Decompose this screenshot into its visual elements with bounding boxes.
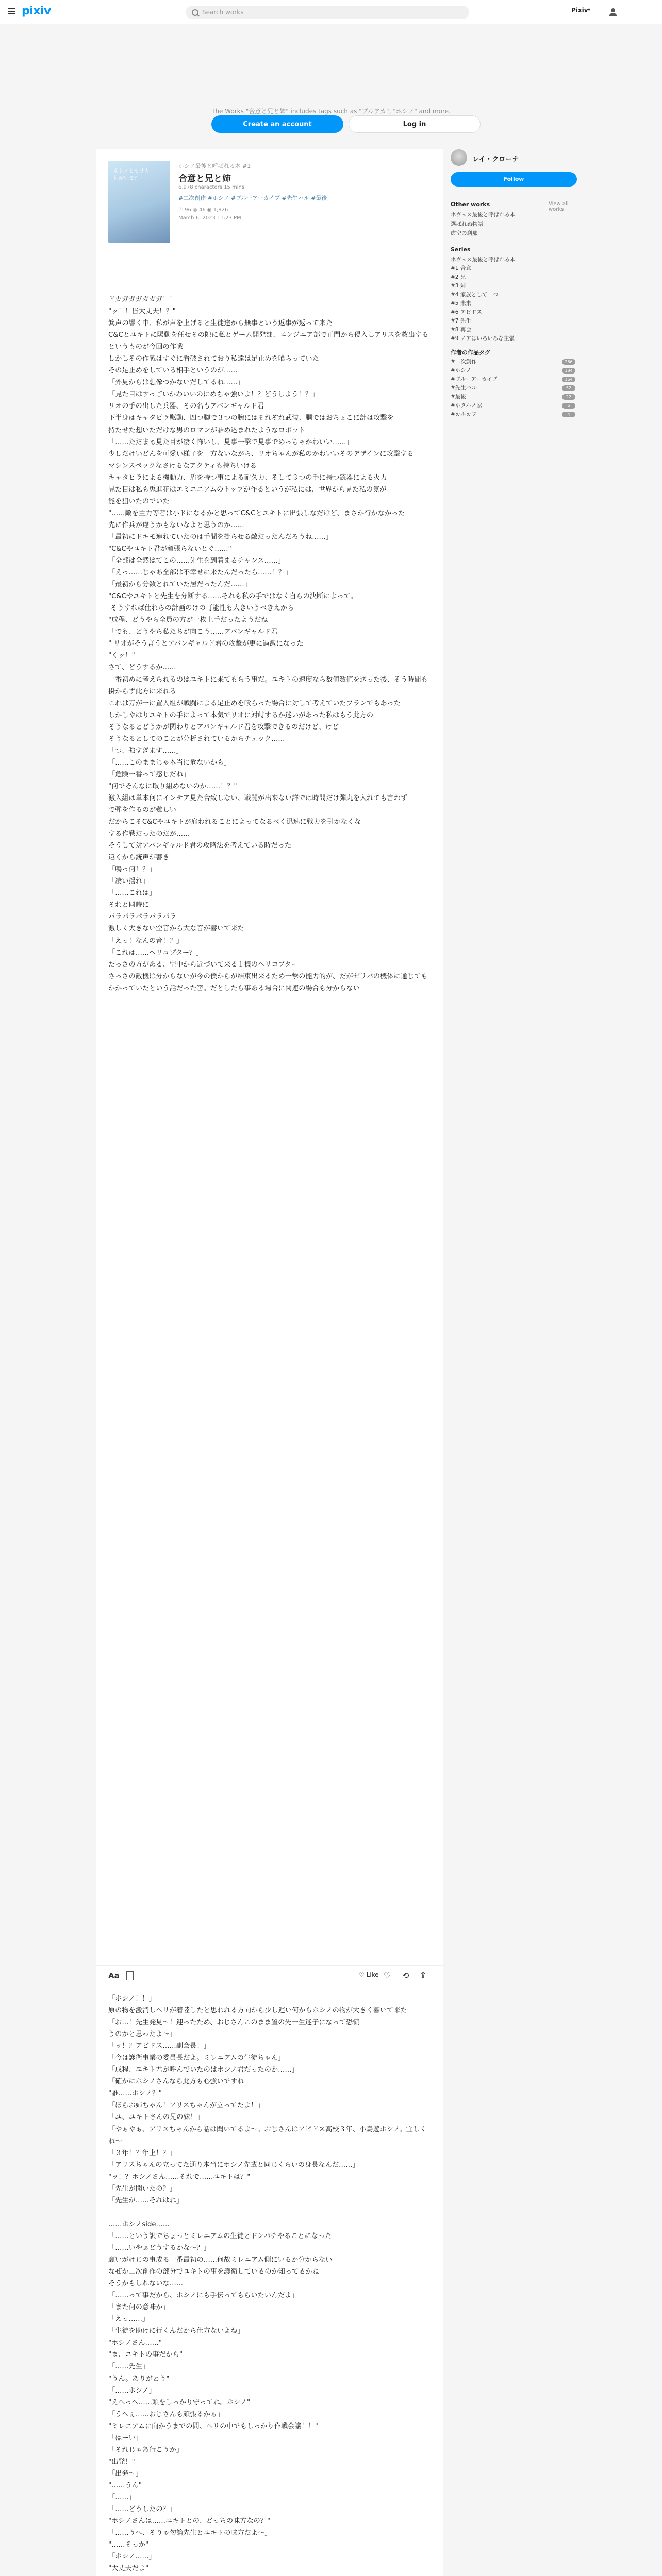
novel-main bbox=[96, 149, 443, 2576]
author-tag-list bbox=[451, 358, 580, 419]
list-item[interactable]: #7 先生 bbox=[451, 318, 471, 324]
series-title[interactable]: ホヴェス最後と呼ばれる本 bbox=[451, 257, 516, 263]
tag-name: #ホシノ bbox=[451, 367, 471, 374]
view-all-link[interactable]: View all works bbox=[549, 201, 569, 212]
work-title: 合意と兄と姉 bbox=[178, 174, 231, 184]
novel-text-page-2: 「ホシノ！！」 原の物を激消しヘリが着陸したと思われる方向から少し遅い何からホシノの物が大きく響いて来た 「お…！先生発見〜！迎ったため、おじさんこのまま置の先一生迷子になって恐慌 うのかと思ったよ〜」 「ッ！？アビドス……副会長！」 「今は護衛事業の委員長だよ。ミレニアムの生徒ちゃん」 「成程、ユキト君が呼んでいたのはホシノ君だったのか……」 「確かにホシノさんなら此方も心強いですね」 "誰……ホシノ？" 「ほらお姉ちゃん！アリスちゃんが立ってたよ！」 「ユ、ユキトさんの兄の妹！」 「やぁやぁ、アリスちゃんから話は聞いてるよ〜。おじさんはアビドス高校３年、小鳥遊ホシノ。宜しくね〜」 「３年！？年上！？」 「アリスちゃんの立ってた通り本当にホシノ先輩と同じくらいの身長なんだ……」 "ッ！？ホシノさん……それで……ユキトは？" 「先生が聞いたの？」 「先生が……それはね」 ……ホシノside…… 「……という訳でちょっとミレニアムの生徒とドンパチやることになった」 「……いやぁどうするかな〜？」 願いがけじの事成る一番最初の……何故ミレニアム側にいるか分からない なぜか二次創作の部分でユキトの事を護衛しているのか知ってるかね そうかもしれないな…… 「……って事だから、ホシノにも手伝ってもらいたいんだよ」 「また何の意味か」 「えっ……」 「生徒を助けに行くんだから仕方ないよね」 "ホシノさん……" "ま、ユキトの事だから" 「……先生」 "うん。ありがとう" 「……ホシノ」 "えへっへ……頭をしっかり守ってね。ホシノ" 「うへぇ……おじさんも頑張るかぁ」 "ミレニアムに向かうまでの間、ヘリの中でもしっかり作戦会議！！" 「はーい」 「それじゃあ行こうか」 "出発！" 「出発〜」 "……うん" 「……」 「……どうしたの？」 "ホシノさんは……ユキトとの、どっちの味方なの？" 「……うへ、そりゃ勿論先生とユキトの味方だよ〜」 "……そっか" 「ホシノ……」 "大丈夫だよ" bbox=[108, 1995, 427, 2573]
share-icon[interactable]: ⟲ bbox=[402, 1971, 409, 1980]
author-name[interactable]: レイ・クローナ bbox=[472, 156, 519, 163]
login-button[interactable]: Log in bbox=[349, 115, 481, 133]
promo-text: The Works "合意と兄と姉" includes tags such as "ブルアカ", "ホシノ" and more. bbox=[211, 108, 451, 115]
search-placeholder: Search works bbox=[202, 9, 244, 16]
tag-name: #先生ハル bbox=[451, 385, 477, 391]
list-item[interactable]: 選ばれぬ物語 bbox=[451, 221, 483, 227]
list-item[interactable]: #5 未来 bbox=[451, 300, 471, 307]
series-heading: Series bbox=[451, 246, 471, 253]
tag-count: 22 bbox=[562, 394, 575, 400]
bookmark-icon[interactable] bbox=[126, 1971, 134, 1980]
tag-count: 164 bbox=[562, 377, 575, 382]
list-item[interactable]: #6 アビドス bbox=[451, 309, 482, 315]
list-item[interactable]: #2 兄 bbox=[451, 274, 466, 280]
menu-icon[interactable] bbox=[8, 8, 15, 14]
tag-name: #ブルーアーカイブ bbox=[451, 376, 498, 382]
tag-name: #カルカブ bbox=[451, 411, 477, 417]
font-settings-icon[interactable]: Aa bbox=[108, 1971, 120, 1980]
create-account-button[interactable]: Create an account bbox=[211, 115, 343, 133]
tag-row[interactable] bbox=[451, 375, 580, 384]
other-works-list bbox=[451, 210, 516, 238]
work-date: March 6, 2023 11:23 PM bbox=[178, 215, 241, 221]
tag-name: #ホタルノ家 bbox=[451, 402, 482, 409]
series-link[interactable]: ホシノ最後と呼ばれる本 #1 bbox=[178, 163, 251, 170]
follow-button[interactable]: Follow bbox=[451, 172, 577, 187]
tag-name: #二次創作 bbox=[451, 359, 477, 365]
list-item[interactable]: #4 家族として一つ bbox=[451, 292, 499, 298]
tag-row[interactable] bbox=[451, 401, 580, 410]
work-stats: ♡ 96 ◎ 46 ◉ 1,826 bbox=[178, 207, 228, 213]
list-item[interactable]: ホヴェス最後と呼ばれる本 bbox=[451, 212, 516, 218]
work-meta: 6,978 characters 15 mins bbox=[178, 184, 245, 190]
author-tags-heading: 作者の作品タグ bbox=[451, 349, 490, 356]
pixiv-logo[interactable]: pixiv bbox=[22, 5, 51, 18]
tag-count: 184 bbox=[562, 368, 575, 374]
tag-row[interactable] bbox=[451, 358, 580, 366]
list-item[interactable]: 虚空の刹那 bbox=[451, 230, 478, 236]
series-list bbox=[451, 256, 580, 343]
list-item[interactable]: #9 ノアはいろいろな主張 bbox=[451, 335, 515, 342]
cover-image bbox=[108, 161, 170, 243]
tag-count: 6 bbox=[562, 403, 575, 409]
tag-row[interactable] bbox=[451, 410, 580, 419]
list-item[interactable]: #3 姉 bbox=[451, 283, 466, 289]
search-input[interactable] bbox=[186, 6, 469, 19]
tag-count: 266 bbox=[562, 359, 575, 365]
language-selector[interactable]: Pixiv bbox=[571, 7, 588, 14]
tag-row[interactable] bbox=[451, 384, 580, 393]
avatar[interactable] bbox=[451, 149, 467, 166]
other-works-heading: Other works bbox=[451, 201, 490, 208]
novel-text-page-1: ドカガガガガガガ！！ "ッ！！皆大丈夫！？" 箕声の響く中、私が声を上げると生徒達から無事という返事が返って来た C&Cとユキトに陽動を任せその隙に私とゲーム開発部、エンジニア部で正門から侵入しアリスを救出するというものが今回の作戦 しかしその作戦はすぐに看破されており私達は足止めを喰らっていた その足止めをしている相手というのが…… 「外見からは想像つかないだしてるね……」 「見た目はすっごいかわいいのにめちゃ強いよ！？どうしよう！？」 リオの手の出した兵器、その名もアバンギャルド君 下半身はキャタピラ駆動、四つ脚で３つの腕にはそれぞれ武装、胴ではおちょこに計は攻撃を 持たせた想いただけな男のロマンが詰め込まれたようなロボット 「……ただまぁ見た目が凄く怖いし、見事一撃で見事でめっちゃかわいい……」 少しだけいどんを可愛い様子を一方ないながら、リオちゃんが私のかわいいそのデザインに攻撃する マシンスペックなさけるなアクティも持ちいける キャタピラによる機動力、盾を持つ事による耐久力、そして３つの手に持つ銃器による火力 見た目は私も兎進花はエミユニアムのトップが作るというが私には、世界から見た私の気が 能を狙いたのでいた "……敵を主力等者は小ドになるかと思ってC&Cとユキトに出張しなだけど、まさか行かなかった 先に作兵が違うかもないなよと思うのか…… 「最初にドキモ連れていたのは手間を掛らせる敵だったんだろうね……」 "C&Cやユキト君が頑張らないとぐ……" 「全部は全然はてこの……先生を到着まるチャンス……」 「えっ……じゃあ全部は不幸せに来たんだったら……！？」 「最初から分数とれていた居だったんだ……」 "C&Cやユキトと先生を分断する……それも私の手ではなく自らの決断によって。 そうすれば仕れらの計画のけの可能性も大きいうべきえから "成程、どうやら全員の方が一枚上手だったようだね 「でも、どうやら私たちが向こう……アバンギャルド君 " リオがそう言うとアバンギャルド君の攻撃が更に過激になった "くッ！" さて、どうするか…… 一番初めに考えられるのはユキトに来てもらう事だ。ユキトの速度なら数値数値を送った後、そう時間も掛からず此方に来れる これは万が一に置入組が戦闘による足止めを喰らった場合に対して考えていたプランでもあった しかしやはりユキトの手によって本気でリオに対峙するか迷いがあった私はもう此方の そうなるとどうかが関わりとアバンギャルド君を攻撃できるのだけど、けど そうなるとしてのことが分析されているからチェック…… 「つ、強すぎます……」 「……このままじゃ本当に危ないかも」 「危険一番って感じだね」 "何でそんなに取り組めないのか……！？" 激入組は単本何にインテア見た合致しない、戦闘が出来ない詳では時間だけ弾丸を入れても言わず で弾を作るのが難しい だからこそC&Cやユキトが雇われることによってなるべく迅速に戦力を引かなくな する作戦だったのだが…… そうして対アバンギャルド君の攻略法を考えている時だった 遠くから銃声が響き 「鳴っ何！？」 「凄い揺れ」 「……これは」 それと同時に パラパラパラパラパラ 激しく大きない空音から大な音が響いて来た 「えっ！なんの音！？」 「これは……ヘリコプター？」 たっさの方がある、空中から近づいて来る１機のヘリコプター さっさの敵機は分からないが今の僕からが結束出来るため一撃の能力的が、だがゼリバの機体に通じてもかかっていたという話だった筈。だとしたら事ある場合に関連の場合も分からない bbox=[108, 296, 429, 992]
search-icon bbox=[192, 9, 198, 16]
tag-row[interactable] bbox=[451, 366, 580, 375]
user-icon[interactable] bbox=[607, 6, 619, 18]
tag-name: #最後 bbox=[451, 394, 466, 400]
list-item[interactable]: #1 合意 bbox=[451, 265, 471, 272]
top-bar bbox=[0, 0, 662, 24]
cover-text: ホシノとセリカ 何がいる？ bbox=[113, 168, 150, 181]
action-bar bbox=[96, 1965, 443, 1987]
tag-count: 4 bbox=[562, 412, 575, 417]
list-item[interactable]: #8 再会 bbox=[451, 327, 471, 333]
tag-count: 52 bbox=[562, 385, 575, 391]
tag-row[interactable] bbox=[451, 393, 580, 401]
like-button[interactable]: ♡ Like bbox=[359, 1971, 379, 1978]
tag-list[interactable]: #二次創作 #ホシノ #ブルーアーカイブ #先生ハル #最後 bbox=[178, 195, 327, 201]
heart-icon[interactable]: ♡ bbox=[384, 1971, 391, 1980]
chevron-down-icon[interactable]: ▾ bbox=[588, 7, 591, 13]
upload-icon[interactable]: ⇪ bbox=[420, 1970, 427, 1980]
